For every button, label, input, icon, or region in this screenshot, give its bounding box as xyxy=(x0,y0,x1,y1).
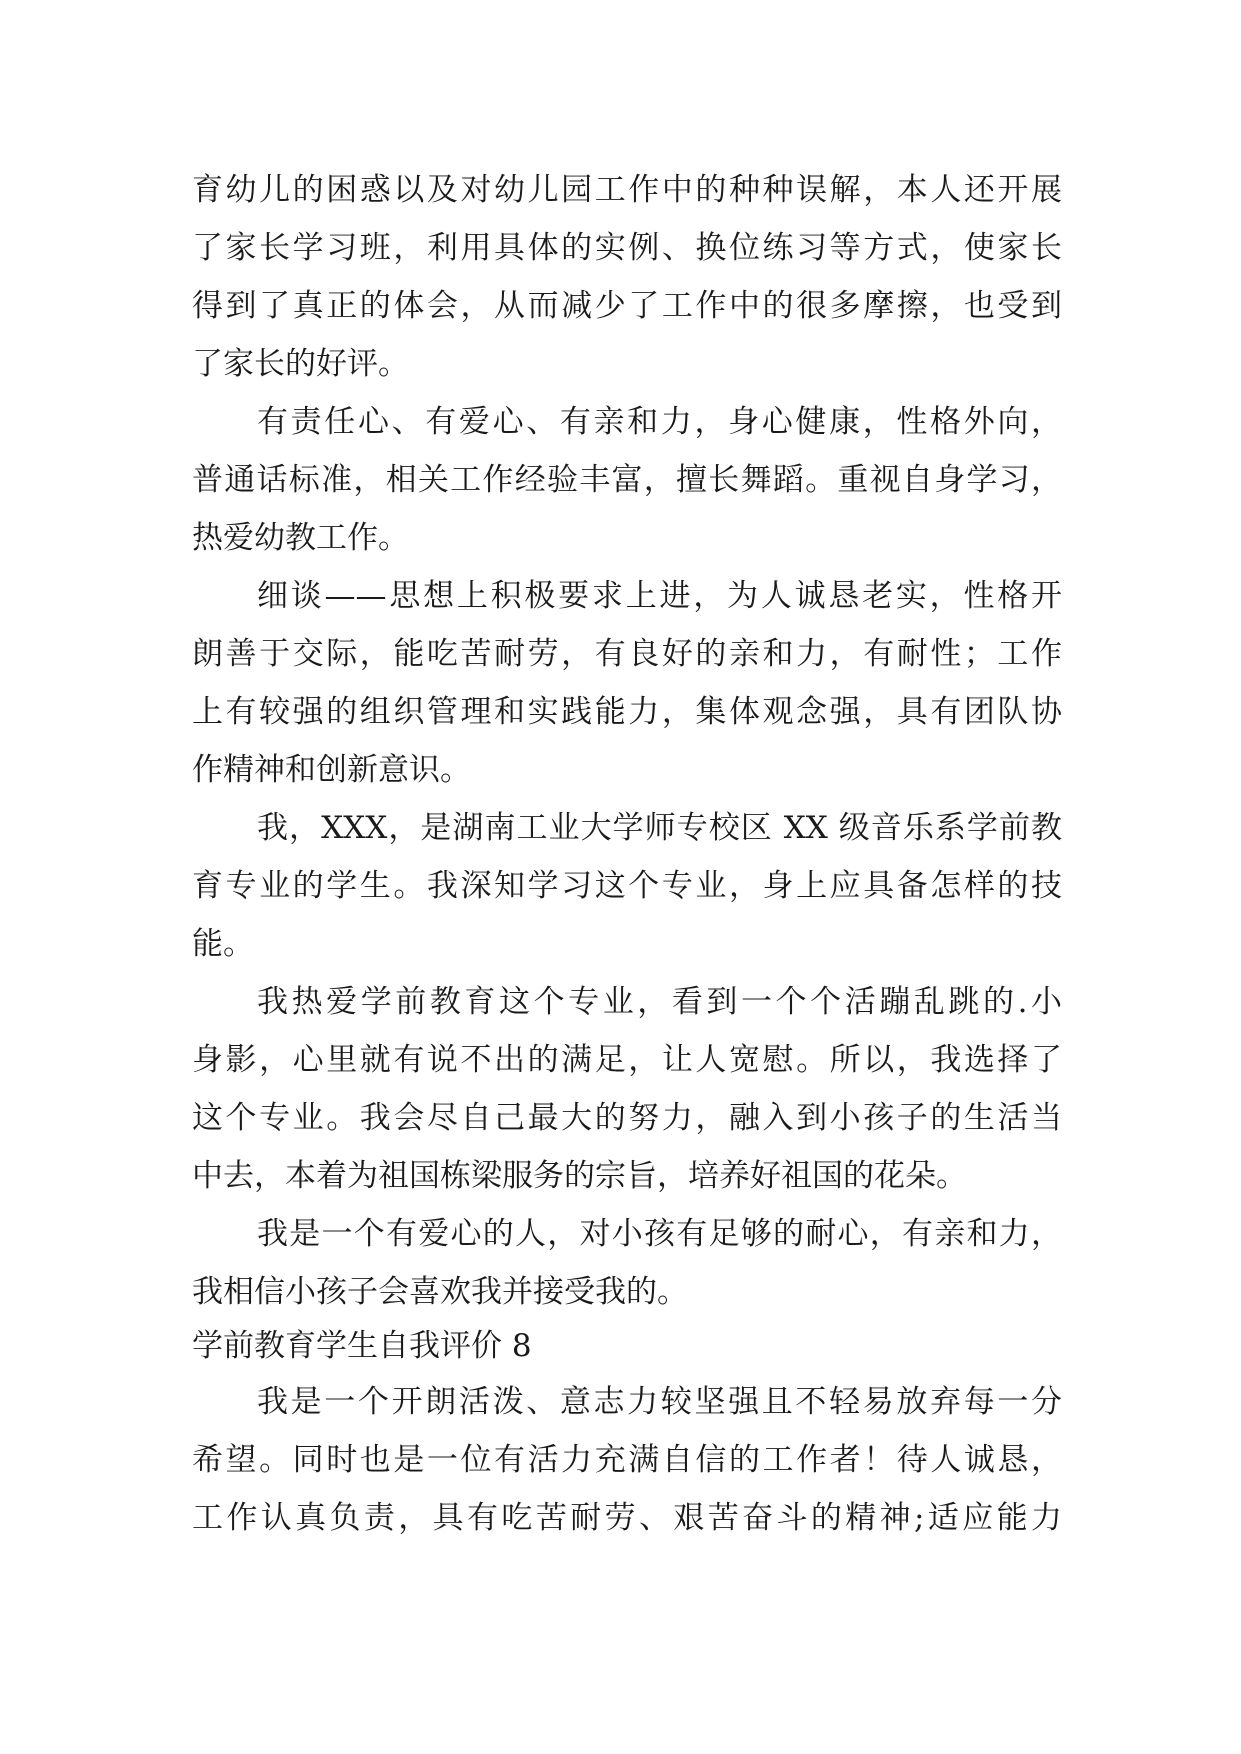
text-line: 工作认真负责，具有吃苦耐劳、艰苦奋斗的精神;适应能力 xyxy=(192,1500,1062,1536)
text-line: 我是一个开朗活泼、意志力较坚强且不轻易放弃每一分 xyxy=(257,1384,1062,1420)
text-line: 作精神和创新意识。 xyxy=(192,752,471,788)
text-line: 朗善于交际，能吃苦耐劳，有良好的亲和力，有耐性；工作 xyxy=(192,636,1062,672)
text-line: 身影，心里就有说不出的满足，让人宽慰。所以，我选择了 xyxy=(192,1042,1062,1078)
text-line: 能。 xyxy=(192,926,254,962)
text-line: 这个专业。我会尽自己最大的努力，融入到小孩子的生活当 xyxy=(192,1100,1062,1136)
section-heading: 学前教育学生自我评价 8 xyxy=(192,1328,532,1364)
text-line: 育幼儿的困惑以及对幼儿园工作中的种种误解，本人还开展 xyxy=(192,172,1062,208)
text-line: 普通话标准，相关工作经验丰富，擅长舞蹈。重视自身学习， xyxy=(192,462,1062,498)
text-line: 我热爱学前教育这个专业，看到一个个活蹦乱跳的.小 xyxy=(257,984,1062,1020)
text-line: 热爱幼教工作。 xyxy=(192,520,409,556)
text-line: 得到了真正的体会，从而减少了工作中的很多摩擦，也受到 xyxy=(192,288,1062,324)
text-line: 上有较强的组织管理和实践能力，集体观念强，具有团队协 xyxy=(192,694,1062,730)
text-line: 希望。同时也是一位有活力充满自信的工作者！待人诚恳， xyxy=(192,1442,1062,1478)
text-line: 中去，本着为祖国栋梁服务的宗旨，培养好祖国的花朵。 xyxy=(192,1158,967,1194)
text-line: 育专业的学生。我深知学习这个专业，身上应具备怎样的技 xyxy=(192,868,1062,904)
text-line: 了家长学习班，利用具体的实例、换位练习等方式，使家长 xyxy=(192,230,1062,266)
text-line: 我相信小孩子会喜欢我并接受我的。 xyxy=(192,1274,688,1310)
text-line: 我是一个有爱心的人，对小孩有足够的耐心，有亲和力， xyxy=(257,1216,1062,1252)
text-line: 我，XXX，是湖南工业大学师专校区 XX 级音乐系学前教 xyxy=(257,810,1062,846)
text-line: 有责任心、有爱心、有亲和力，身心健康，性格外向， xyxy=(257,404,1062,440)
text-line: 细谈——思想上积极要求上进，为人诚恳老实，性格开 xyxy=(257,578,1062,614)
text-line: 了家长的好评。 xyxy=(192,346,409,382)
